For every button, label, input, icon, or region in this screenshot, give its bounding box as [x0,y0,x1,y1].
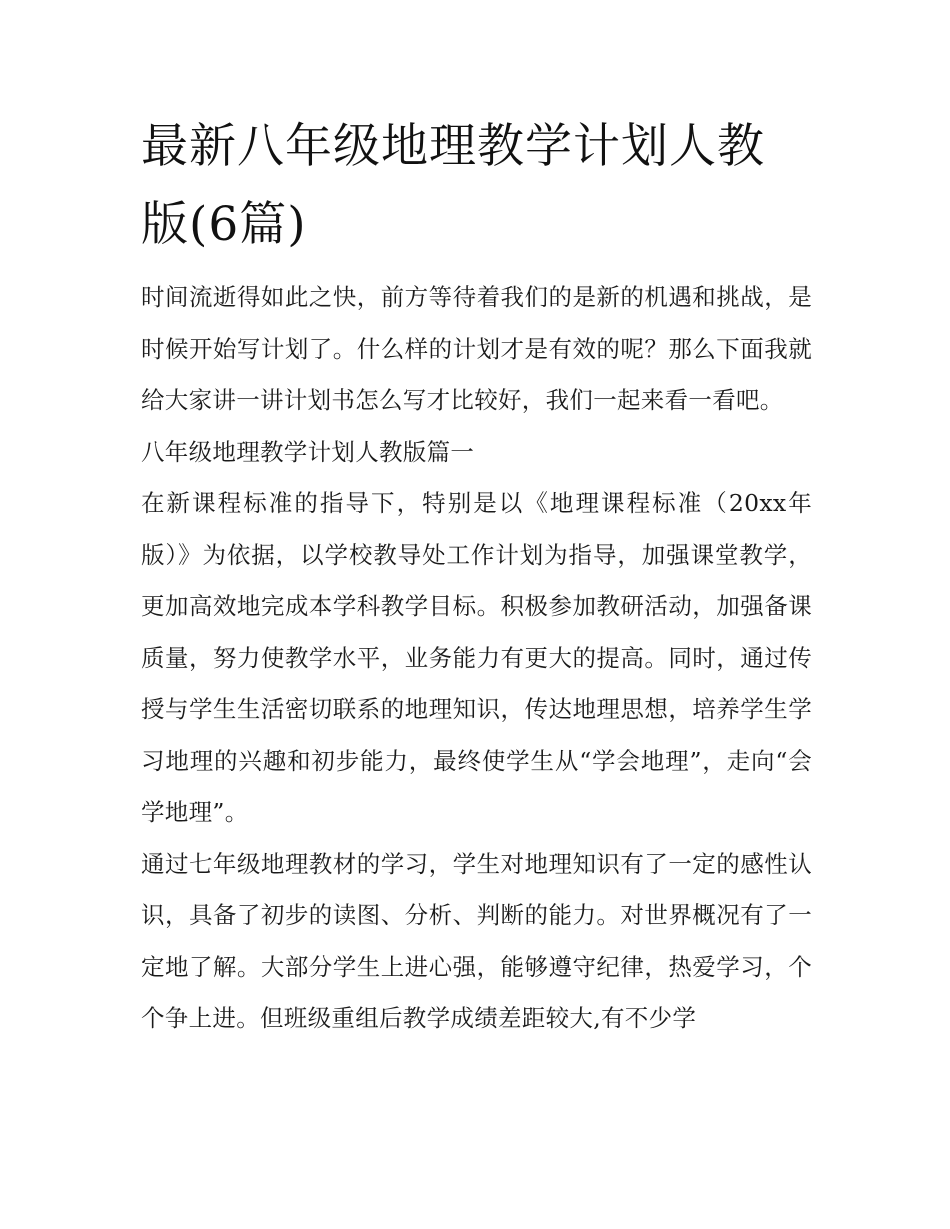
document-title: 最新八年级地理教学计划人教版(6篇) [141,119,765,252]
document-body [141,272,812,1045]
paragraph-intro: 时间流逝得如此之快，前方等待着我们的是新的机遇和挑战，是时候开始写计划了。什么样的计划才是有效的呢？那么下面我就给大家讲一讲计划书怎么写才比较好，我们一起来看一看吧。 [141,283,812,414]
section-heading: 八年级地理教学计划人教版篇一 [141,437,475,466]
paragraph-student-analysis: 通过七年级地理教材的学习，学生对地理知识有了一定的感性认识，具备了初步的读图、分析、判断的能力。对世界概况有了一定地了解。大部分学生上进心强，能够遵守纪律，热爱学习，个个争上进。但班级重组后教学成绩差距较大,有不少学 [141,849,812,1032]
paragraph-guidance: 在新课程标准的指导下，特别是以《地理课程标准（20xx年版）》为依据，以学校教导处工作计划为指导，加强课堂教学，更加高效地完成本学科教学目标。积极参加教研活动，加强备课质量，努力使教学水平，业务能力有更大的提高。同时，通过传授与学生生活密切联系的地理知识，传达地理思想，培养学生学习地理的兴趣和初步能力，最终使学生从“学会地理”，走向“会学地理”。 [141,489,812,826]
